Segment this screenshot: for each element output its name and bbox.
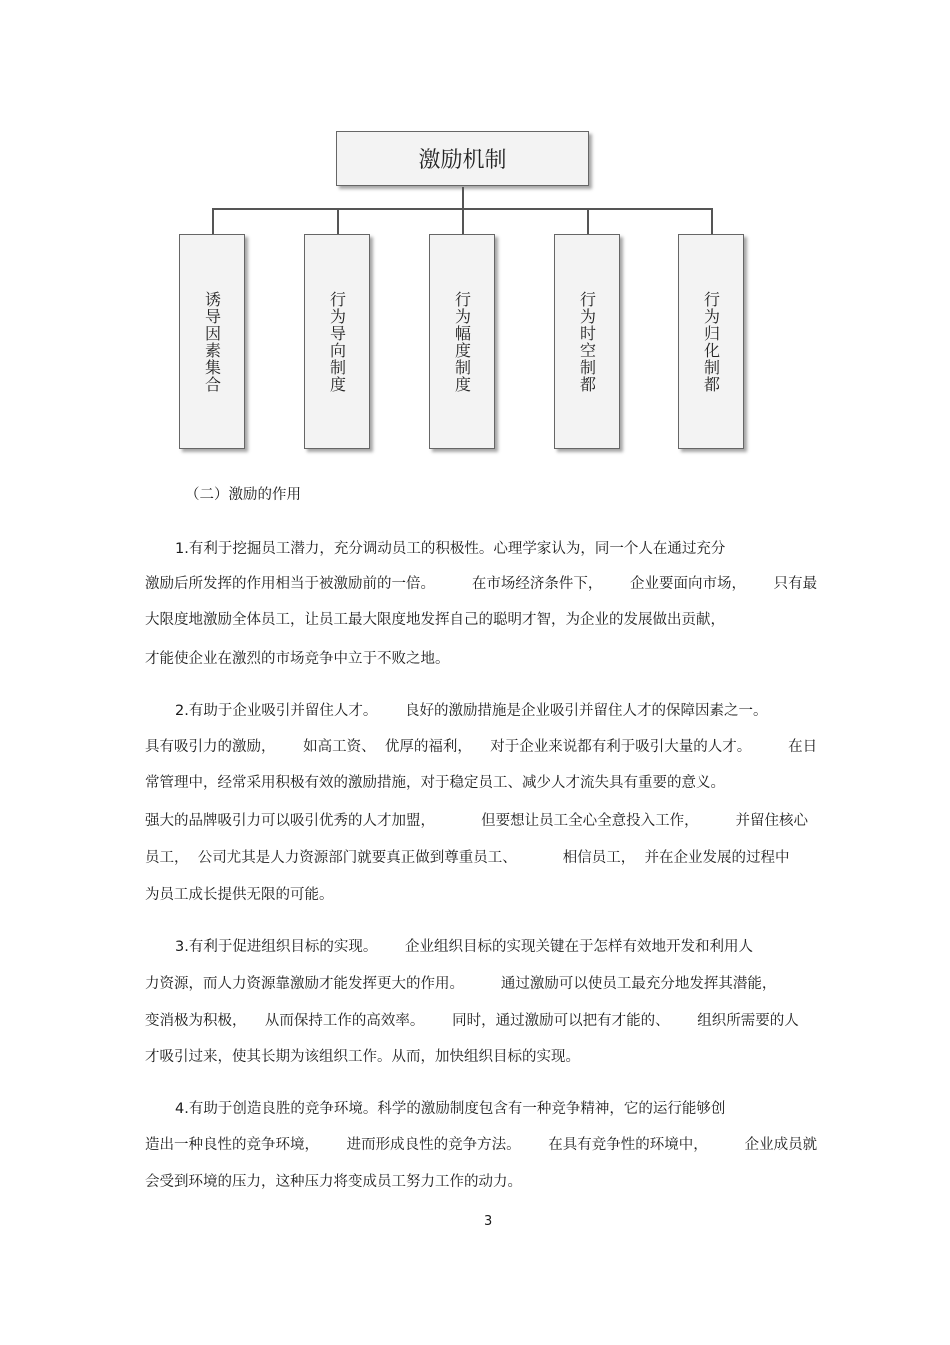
org-chart	[0, 0, 950, 460]
child-node-label: 行为导向制度	[327, 290, 347, 393]
paragraph-line: 为员工成长提供无限的可能。	[145, 887, 334, 903]
child-node-4	[554, 234, 620, 449]
paragraph-line: 强大的品牌吸引力可以吸引优秀的人才加盟， 但要想让员工全心全意投入工作， 并留住核心	[145, 813, 808, 829]
paragraph-line: 1.有利于挖掘员工潜力，充分调动员工的积极性。心理学家认为，同一个人在通过充分	[175, 541, 726, 557]
child-node-label: 诱导因素集合	[202, 290, 222, 393]
child-node-label: 行为归化制都	[701, 290, 721, 393]
paragraph-line: 具有吸引力的激励， 如高工资、 优厚的福利， 对于企业来说都有利于吸引大量的人才。 在日	[145, 739, 818, 755]
paragraph-line: 力资源，而人力资源靠激励才能发挥更大的作用。 通过激励可以使员工最充分地发挥其潜能，	[145, 976, 777, 992]
paragraph-line: 激励后所发挥的作用相当于被激励前的一倍。 在市场经济条件下， 企业要面向市场， 只有最	[145, 576, 818, 592]
paragraph-line: 常管理中，经常采用积极有效的激励措施，对于稳定员工、减少人才流失具有重要的意义。	[145, 775, 725, 791]
connector-child-5	[711, 208, 713, 234]
root-node-label: 激励机制	[418, 148, 507, 173]
paragraph-line: 才能使企业在激烈的市场竞争中立于不败之地。	[145, 651, 450, 667]
paragraph-line: 员工， 公司尤其是人力资源部门就要真正做到尊重员工、 相信员工， 并在企业发展的过程中	[145, 850, 790, 866]
page-number: 3	[484, 1214, 493, 1229]
paragraph-line: 2.有助于企业吸引并留住人才。 良好的激励措施是企业吸引并留住人才的保障因素之一。	[175, 703, 768, 719]
paragraph-line: 造出一种良性的竞争环境， 进而形成良性的竞争方法。 在具有竞争性的环境中， 企业成员就	[145, 1137, 818, 1153]
section-heading: （二）激励的作用	[185, 487, 301, 503]
child-node-label: 行为幅度制度	[452, 290, 472, 393]
paragraph-line: 3.有利于促进组织目标的实现。 企业组织目标的实现关键在于怎样有效地开发和利用人	[175, 939, 753, 955]
child-node-label: 行为时空制都	[577, 290, 597, 393]
connector-child-2	[337, 208, 339, 234]
connector-root-down	[462, 187, 464, 209]
paragraph-line: 4.有助于创造良胜的竞争环境。科学的激励制度包含有一种竞争精神，它的运行能够创	[175, 1101, 726, 1117]
child-node-5	[678, 234, 744, 449]
paragraph-line: 大限度地激励全体员工，让员工最大限度地发挥自己的聪明才智，为企业的发展做出贡献，	[145, 612, 725, 628]
connector-child-3	[462, 208, 464, 234]
connector-child-1	[212, 208, 214, 234]
paragraph-line: 才吸引过来，使其长期为该组织工作。从而，加快组织目标的实现。	[145, 1049, 580, 1065]
paragraph-line: 会受到环境的压力，这种压力将变成员工努力工作的动力。	[145, 1174, 522, 1190]
child-node-3	[429, 234, 495, 449]
child-node-1	[179, 234, 245, 449]
paragraph-line: 变消极为积极， 从而保持工作的高效率。 同时，通过激励可以把有才能的、 组织所需要的人	[145, 1013, 799, 1029]
root-node	[336, 131, 589, 186]
connector-child-4	[587, 208, 589, 234]
child-node-2	[304, 234, 370, 449]
